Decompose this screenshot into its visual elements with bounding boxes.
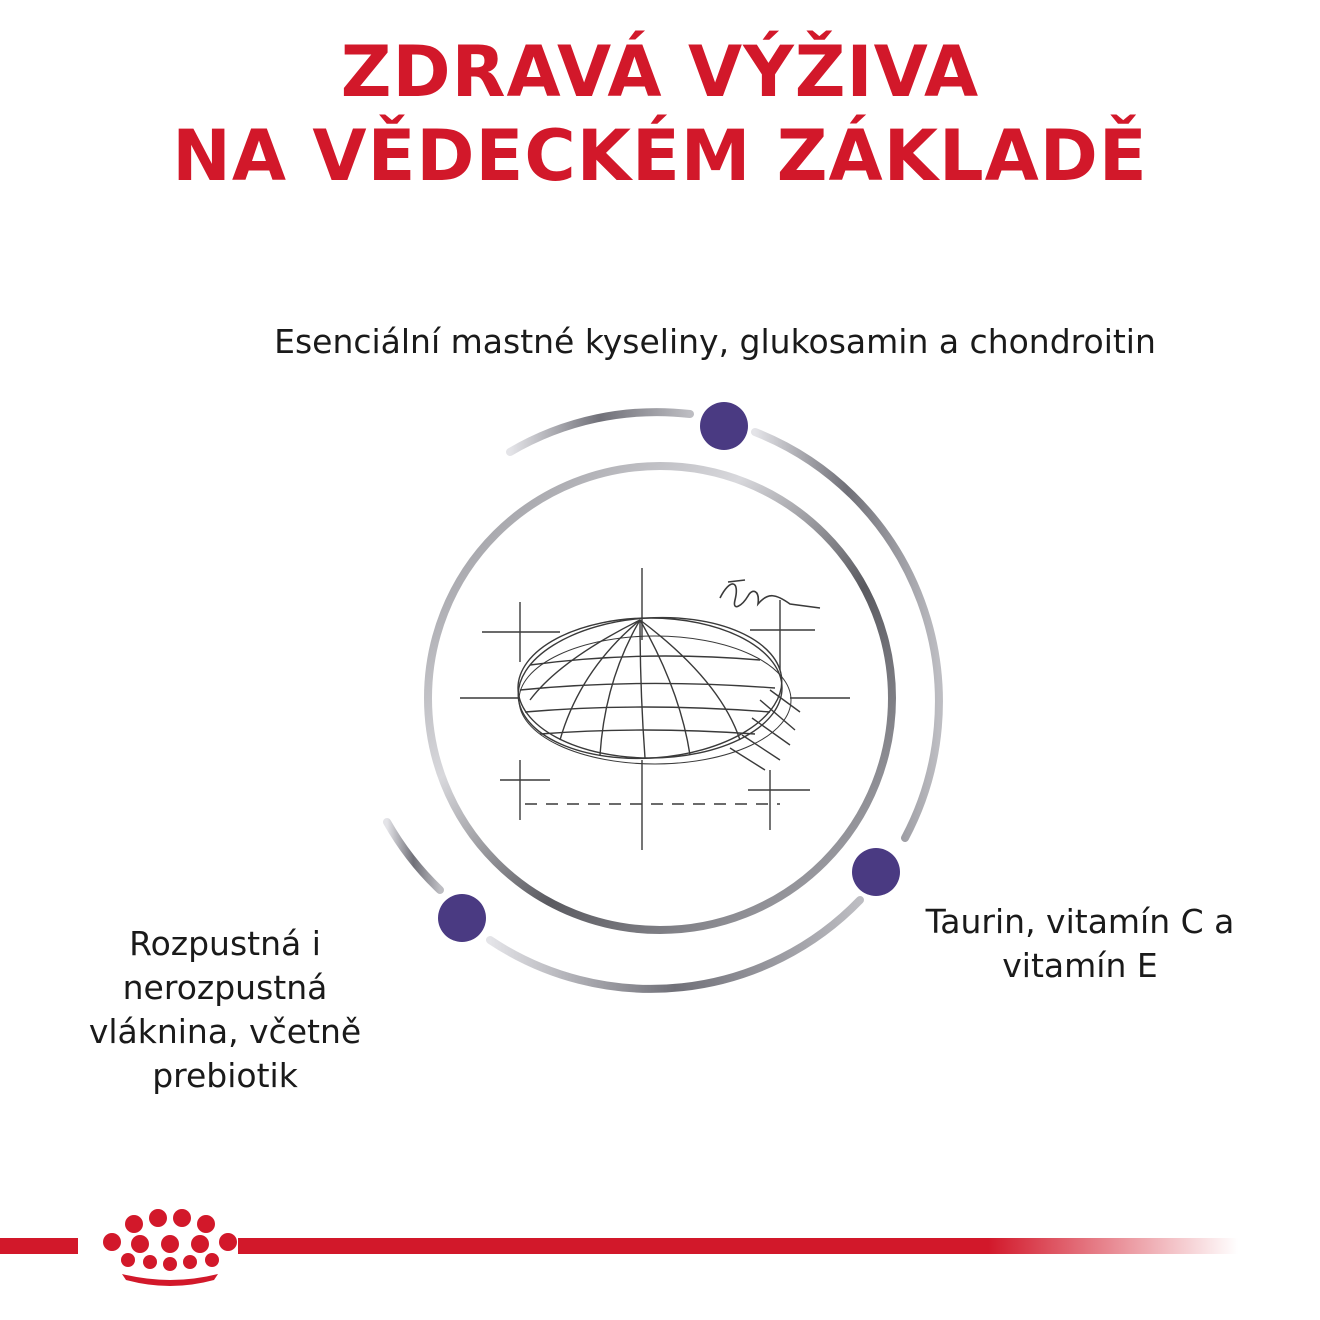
outer-ring-arc-top [510, 412, 690, 452]
footer-bar-left [0, 1238, 78, 1254]
benefit-dot-right [852, 848, 900, 896]
title-line-2: NA VĚDECKÉM ZÁKLADĚ [172, 115, 1148, 197]
benefit-right-line-2: vitamín E [1002, 946, 1158, 985]
footer-brand-bar [0, 1180, 1320, 1290]
kibble-sketch-icon [460, 568, 850, 850]
benefit-left-line-2: nerozpustná [122, 968, 328, 1007]
outer-ring-arc-bottom [490, 900, 860, 989]
benefit-dot-top [700, 402, 748, 450]
outer-ring-arc-left [387, 822, 440, 890]
footer-bar-right [238, 1238, 1238, 1254]
benefit-label-top: Esenciální mastné kyseliny, glukosamin a chondroitin [274, 322, 1156, 361]
benefit-left-line-4: prebiotik [152, 1056, 298, 1095]
benefit-left-line-1: Rozpustná i [129, 924, 321, 963]
benefit-left-line-3: vláknina, včetně [88, 1012, 362, 1051]
royal-crown-logo [103, 1209, 237, 1286]
outer-ring-arc-right [755, 432, 939, 838]
benefit-right-line-1: Taurin, vitamín C a [925, 902, 1235, 941]
title-line-1: ZDRAVÁ VÝŽIVA [340, 31, 980, 113]
benefit-dot-left [438, 894, 486, 942]
